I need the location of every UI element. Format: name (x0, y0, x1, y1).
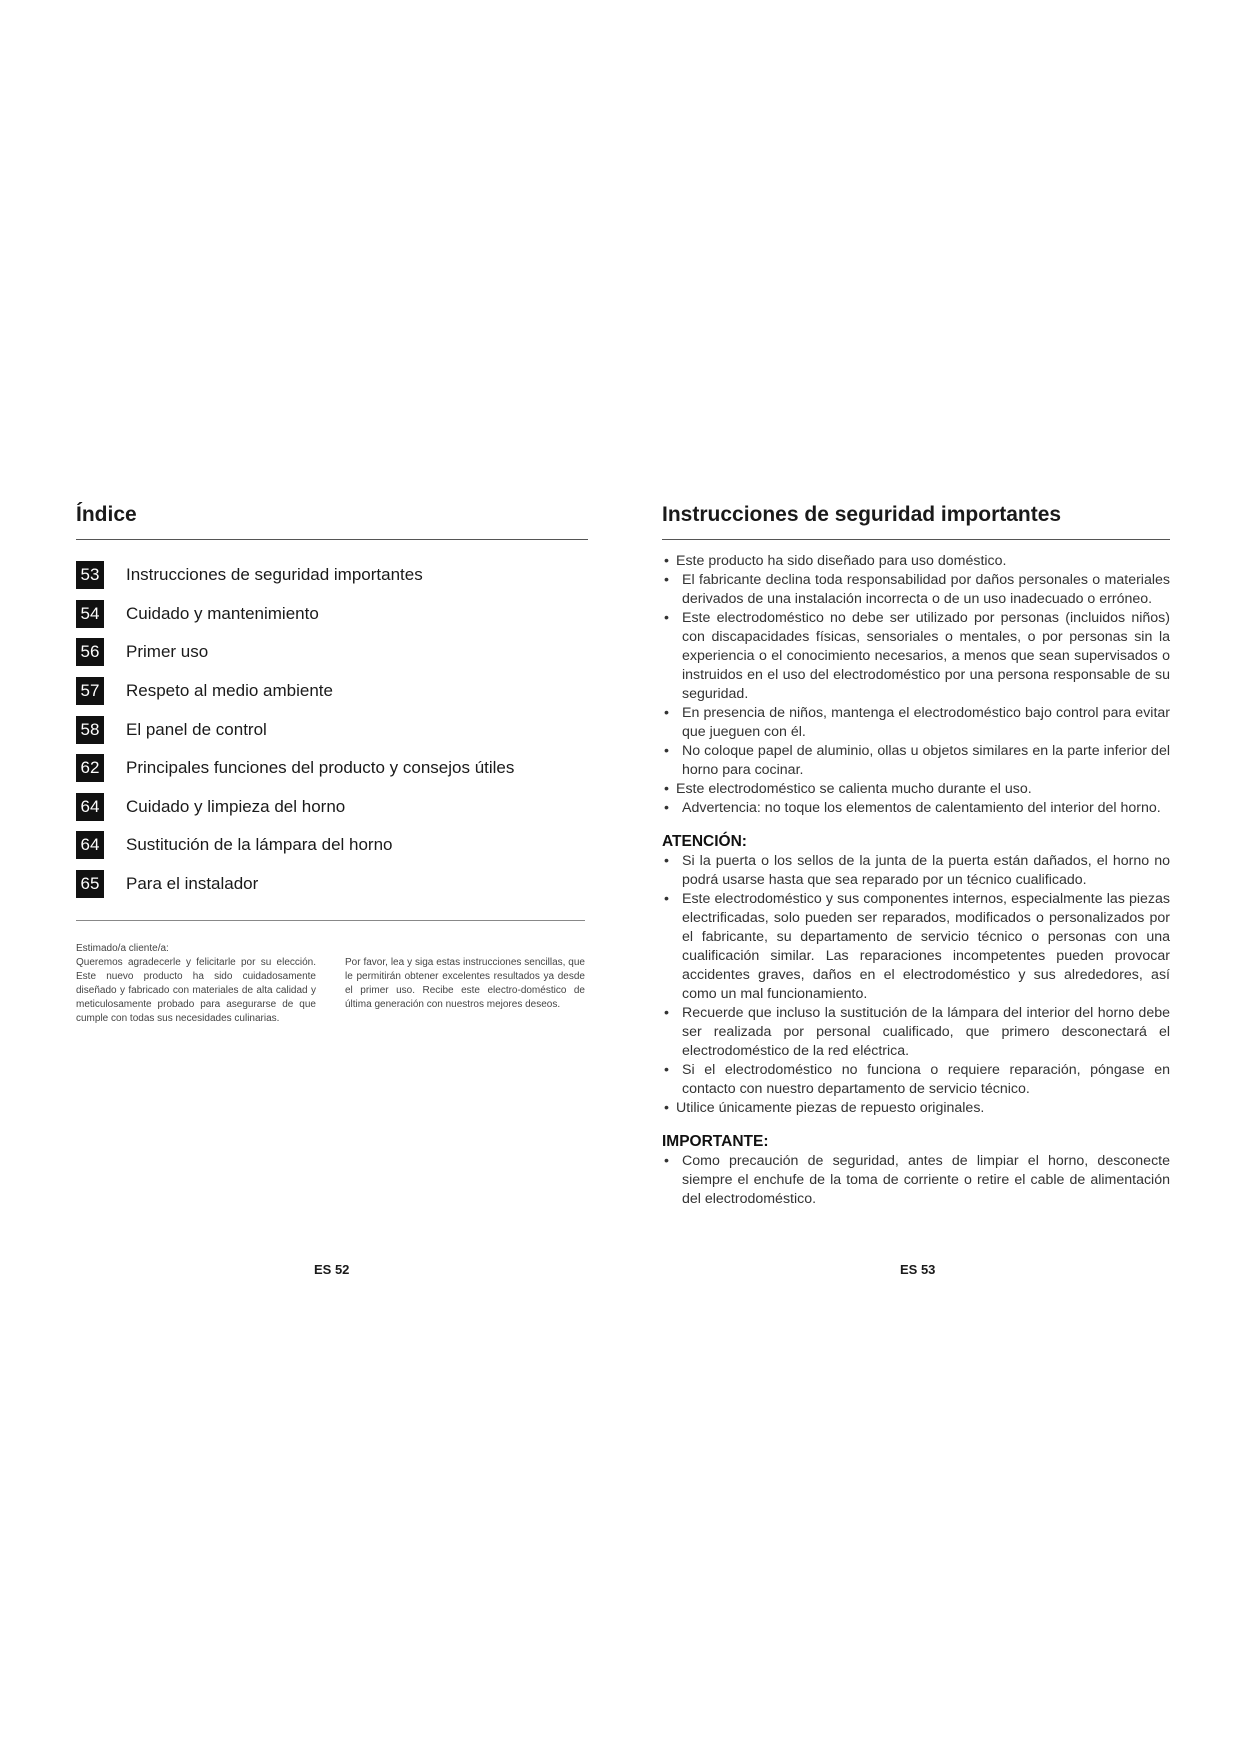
toc-item[interactable] (76, 633, 588, 672)
toc-item[interactable] (76, 865, 588, 904)
toc-page-number: 57 (76, 677, 104, 705)
toc-item[interactable] (76, 710, 588, 749)
important-heading: IMPORTANTE: (662, 1133, 769, 1150)
intro-column-2: Por favor, lea y siga estas instrucciones sencillas, que le permitirán obtener excelentes resultados ya desde el primer uso. Recibe este electro-doméstico de última generación con nuestros mejores deseos. (345, 957, 585, 1010)
toc-label: Respeto al medio ambiente (126, 681, 333, 701)
toc-page-number: 65 (76, 870, 104, 898)
divider (76, 920, 585, 921)
toc-item[interactable] (76, 749, 588, 788)
toc-page-number: 62 (76, 754, 104, 782)
table-of-contents (76, 556, 588, 903)
list-item: • Advertencia: no toque los elementos de calentamiento del interior del horno. (662, 799, 1170, 818)
toc-item[interactable] (76, 556, 588, 595)
intro-column-1: Queremos agradecerle y felicitarle por su elección. Este nuevo producto ha sido cuidadosamente diseñado y fabricado con materiales de alta calidad y meticulosamente probado para asegurarse de que cumple con todas sus necesidades culinarias. (76, 957, 316, 1024)
list-item: • El fabricante declina toda responsabilidad por daños personales o materiales derivados de una instalación incorrecta o de un uso inadecuado o erróneo. (662, 571, 1170, 609)
toc-page-number: 56 (76, 638, 104, 666)
safety-title: Instrucciones de seguridad importantes (662, 503, 1170, 540)
list-item: • Recuerde que incluso la sustitución de la lámpara del interior del horno debe ser realizada por personal cualificado, que primero desconectará el electrodoméstico de la red eléctrica. (662, 1004, 1170, 1061)
list-item: • Este electrodoméstico se calienta mucho durante el uso. (662, 780, 1170, 799)
toc-label: Principales funciones del producto y consejos útiles (126, 758, 515, 778)
toc-item[interactable] (76, 672, 588, 711)
attention-list (662, 852, 1170, 1118)
important-list (662, 1152, 1170, 1209)
page-number: ES 53 (900, 1262, 936, 1277)
list-item: • Como precaución de seguridad, antes de limpiar el horno, desconecte siempre el enchufe de la toma de corriente o retire el cable de alimentación del electrodoméstico. (662, 1152, 1170, 1209)
list-item: • Utilice únicamente piezas de repuesto originales. (662, 1099, 1170, 1118)
list-item: • Este electrodoméstico y sus componentes internos, especialmente las piezas electrificadas, solo pueden ser reparados, modificados o personalizados por el fabricante, su departamento de servicio técnico o personas con una cualificación similar. Las reparaciones incompetentes pueden provocar accidentes graves, daños en el electrodoméstico y sus alrededores, así como un mal funcionamiento. (662, 890, 1170, 1004)
list-item: • Si el electrodoméstico no funciona o requiere reparación, póngase en contacto con nuestro departamento de servicio técnico. (662, 1061, 1170, 1099)
list-item: • Este electrodoméstico no debe ser utilizado por personas (incluidos niños) con discapacidades físicas, sensoriales o mentales, o por personas sin la experiencia o el conocimiento necesarios, a menos que sean supervisados o instruidos en el uso del electrodoméstico por una persona responsable de su seguridad. (662, 609, 1170, 704)
toc-label: Instrucciones de seguridad importantes (126, 565, 423, 585)
toc-page-number: 64 (76, 831, 104, 859)
list-item: • Si la puerta o los sellos de la junta de la puerta están dañados, el horno no podrá usarse hasta que sea reparado por un técnico cualificado. (662, 852, 1170, 890)
toc-page-number: 58 (76, 716, 104, 744)
toc-page-number: 54 (76, 600, 104, 628)
toc-item[interactable] (76, 826, 588, 865)
toc-page-number: 64 (76, 793, 104, 821)
attention-heading: ATENCIÓN: (662, 833, 747, 850)
intro-greeting: Estimado/a cliente/a: (76, 943, 169, 954)
toc-label: Cuidado y mantenimiento (126, 603, 319, 623)
toc-page-number: 53 (76, 561, 104, 589)
list-item: • En presencia de niños, mantenga el electrodoméstico bajo control para evitar que jueguen con él. (662, 704, 1170, 742)
safety-list (662, 552, 1170, 818)
toc-item[interactable] (76, 788, 588, 827)
toc-item[interactable] (76, 595, 588, 634)
list-item: • No coloque papel de aluminio, ollas u objetos similares en la parte inferior del horno para cocinar. (662, 742, 1170, 780)
toc-label: El panel de control (126, 719, 267, 739)
toc-label: Cuidado y limpieza del horno (126, 796, 346, 816)
safety-content (662, 552, 1170, 1209)
toc-label: Primer uso (126, 642, 209, 662)
index-title: Índice (76, 503, 588, 540)
list-item: • Este producto ha sido diseñado para uso doméstico. (662, 552, 1170, 571)
toc-label: Para el instalador (126, 874, 259, 894)
toc-label: Sustitución de la lámpara del horno (126, 835, 393, 855)
page-number: ES 52 (314, 1262, 350, 1277)
